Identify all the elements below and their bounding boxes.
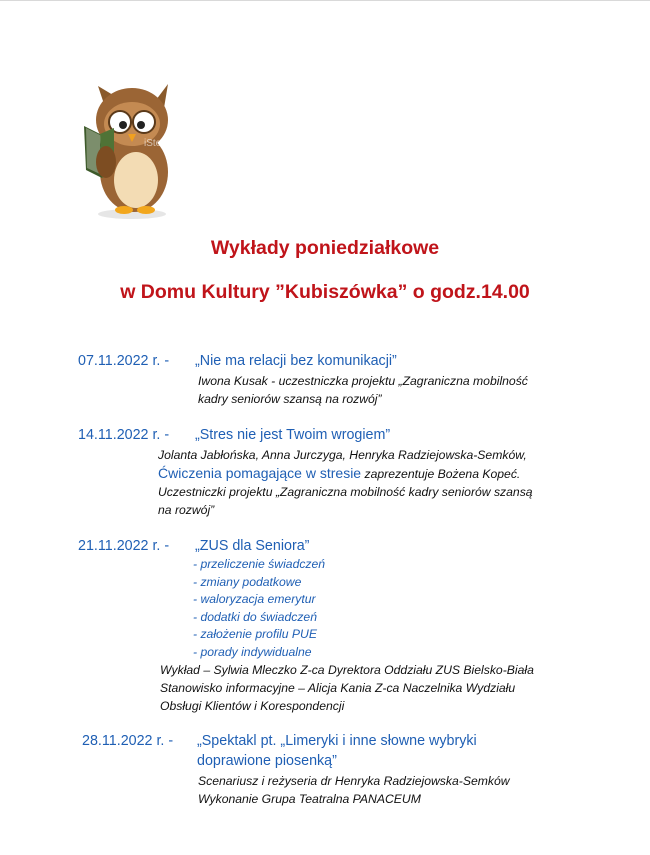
event-4-title-line-2: doprawione piosenką” xyxy=(197,753,337,769)
event-3-bullet: - dodatki do świadczeń xyxy=(193,609,317,624)
event-3-bullet: - zmiany podatkowe xyxy=(193,574,302,589)
event-3-line-1: Wykład – Sylwia Mleczko Z-ca Dyrektora Oddziału ZUS Bielsko-Biała xyxy=(160,663,534,677)
event-3-line-3: Obsługi Klientów i Korespondencji xyxy=(160,699,345,713)
event-3-title: „ZUS dla Seniora” xyxy=(195,538,310,554)
event-2-highlight: Ćwiczenia pomagające w stresie xyxy=(158,465,362,481)
event-2-title: „Stres nie jest Twoim wrogiem” xyxy=(195,427,391,443)
event-3-bullet: - przeliczenie świadczeń xyxy=(193,557,326,571)
event-2-line-2-rest: zaprezentuje Bożena Kopeć. xyxy=(361,467,521,481)
event-3-bullet-list xyxy=(193,556,325,662)
event-1-details xyxy=(198,372,528,408)
event-1-line-1: Iwona Kusak - uczestniczka projektu „Zagraniczna mobilność xyxy=(198,374,528,388)
event-2-line-3: Uczestniczki projektu „Zagraniczna mobilność kadry seniorów szansą xyxy=(158,485,533,499)
event-3-bullet: - porady indywidualne xyxy=(193,644,312,659)
event-3-date: 21.11.2022 r. - xyxy=(78,538,170,554)
event-4-line-1: Scenariusz i reżyseria dr Henryka Radziejowska-Semków xyxy=(198,774,510,788)
event-2-line-2 xyxy=(158,464,533,483)
event-2-line-1: Jolanta Jabłońska, Anna Jurczyga, Henryka Radziejowska-Semków, xyxy=(158,448,527,462)
event-4-date: 28.11.2022 r. - xyxy=(82,733,174,749)
event-3-bullet: - waloryzacja emerytur xyxy=(193,592,316,607)
event-1-title: „Nie ma relacji bez komunikacji” xyxy=(195,353,397,369)
title-line-1: Wykłady poniedziałkowe xyxy=(210,237,440,259)
event-3-details xyxy=(160,661,534,715)
event-2-date: 14.11.2022 r. - xyxy=(78,427,170,443)
event-2-line-4: na rozwój” xyxy=(158,503,215,517)
event-1-date: 07.11.2022 r. - xyxy=(78,353,170,369)
event-1-line-2: kadry seniorów szansą na rozwój” xyxy=(198,392,382,406)
event-3-line-2: Stanowisko informacyjne – Alicja Kania Z-ca Naczelnika Wydziału xyxy=(160,681,516,695)
svg-text:iStock: iStock xyxy=(144,138,172,149)
event-4-line-2: Wykonanie Grupa Teatralna PANACEUM xyxy=(198,792,421,806)
event-4-details xyxy=(198,772,510,808)
owl-reading-book-icon xyxy=(80,82,182,220)
event-3-bullet: - założenie profilu PUE xyxy=(193,627,317,642)
top-border xyxy=(0,0,650,1)
event-2-details xyxy=(158,446,533,519)
title-line-2: w Domu Kultury ”Kubiszówka” o godz.14.00 xyxy=(120,281,530,303)
event-4-title-line-1: „Spektakl pt. „Limeryki i inne słowne wybryki xyxy=(197,733,477,749)
